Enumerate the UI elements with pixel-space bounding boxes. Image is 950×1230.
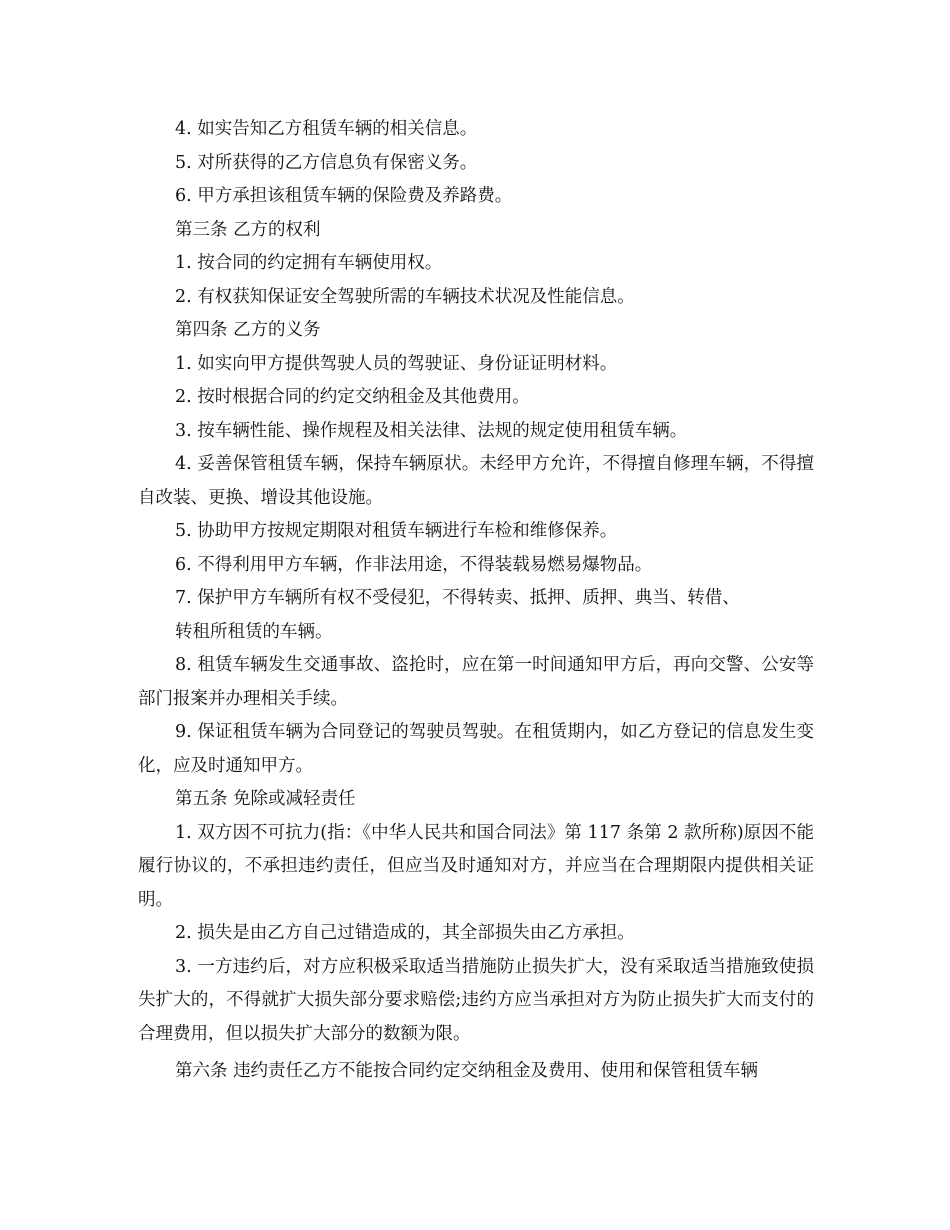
paragraph-obligation-6: 6. 甲方承担该租赁车辆的保险费及养路费。	[175, 186, 513, 206]
paragraph-duty-8: 8. 租赁车辆发生交通事故、盗抢时，应在第一时间通知甲方后，再向交警、公安等部门报案并办理相关手续。	[138, 655, 814, 709]
paragraph-duty-7-continued: 转租所租赁的车辆。	[175, 621, 333, 642]
section-heading-article-4: 第四条 乙方的义务	[175, 320, 321, 340]
section-heading-article-6: 第六条 违约责任乙方不能按合同约定交纳租金及费用、使用和保管租赁车辆	[175, 1061, 759, 1081]
paragraph-duty-2: 2. 按时根据合同的约定交纳租金及其他费用。	[175, 387, 530, 407]
paragraph-right-1: 1. 按合同的约定拥有车辆使用权。	[175, 253, 443, 273]
paragraph-right-2: 2. 有权获知保证安全驾驶所需的车辆技术状况及性能信息。	[175, 286, 635, 307]
paragraph-duty-7: 7. 保护甲方车辆所有权不受侵犯，不得转卖、抵押、质押、典当、转借、	[175, 588, 740, 608]
paragraph-exemption-1: 1. 双方因不可抗力(指：《中华人民共和国合同法》第 117 条第 2 款所称)原因不能履行协议的，不承担违约责任，但应当及时通知对方，并应当在合理期限内提供相关证明。	[138, 822, 814, 910]
paragraph-exemption-2: 2. 损失是由乙方自己过错造成的，其全部损失由乙方承担。	[175, 923, 635, 943]
paragraph-duty-9: 9. 保证租赁车辆为合同登记的驾驶员驾驶。在租赁期内，如乙方登记的信息发生变化，应及时通知甲方。	[138, 722, 814, 776]
paragraph-duty-5: 5. 协助甲方按规定期限对租赁车辆进行车检和维修保养。	[175, 521, 618, 541]
paragraph-duty-1: 1. 如实向甲方提供驾驶人员的驾驶证、身份证证明材料。	[175, 353, 618, 374]
paragraph-obligation-4: 4. 如实告知乙方租赁车辆的相关信息。	[175, 119, 478, 139]
paragraph-obligation-5: 5. 对所获得的乙方信息负有保密义务。	[175, 152, 478, 173]
section-heading-article-5: 第五条 免除或减轻责任	[175, 789, 356, 809]
paragraph-exemption-3: 3. 一方违约后，对方应积极采取适当措施防止损失扩大，没有采取适当措施致使损失扩大的，不得就扩大损失部分要求赔偿;违约方应当承担对方为防止损失扩大而支付的合理费用，但以损失扩大部分的数额为限。	[138, 956, 814, 1044]
paragraph-duty-6: 6. 不得利用甲方车辆，作非法用途，不得装载易燃易爆物品。	[175, 554, 653, 575]
document-page	[138, 113, 814, 1089]
paragraph-duty-4: 4. 妥善保管租赁车辆，保持车辆原状。未经甲方允许，不得擅自修理车辆，不得擅自改装、更换、增设其他设施。	[138, 454, 814, 508]
section-heading-article-3: 第三条 乙方的权利	[175, 219, 321, 240]
paragraph-duty-3: 3. 按车辆性能、操作规程及相关法律、法规的规定使用租赁车辆。	[175, 420, 688, 441]
